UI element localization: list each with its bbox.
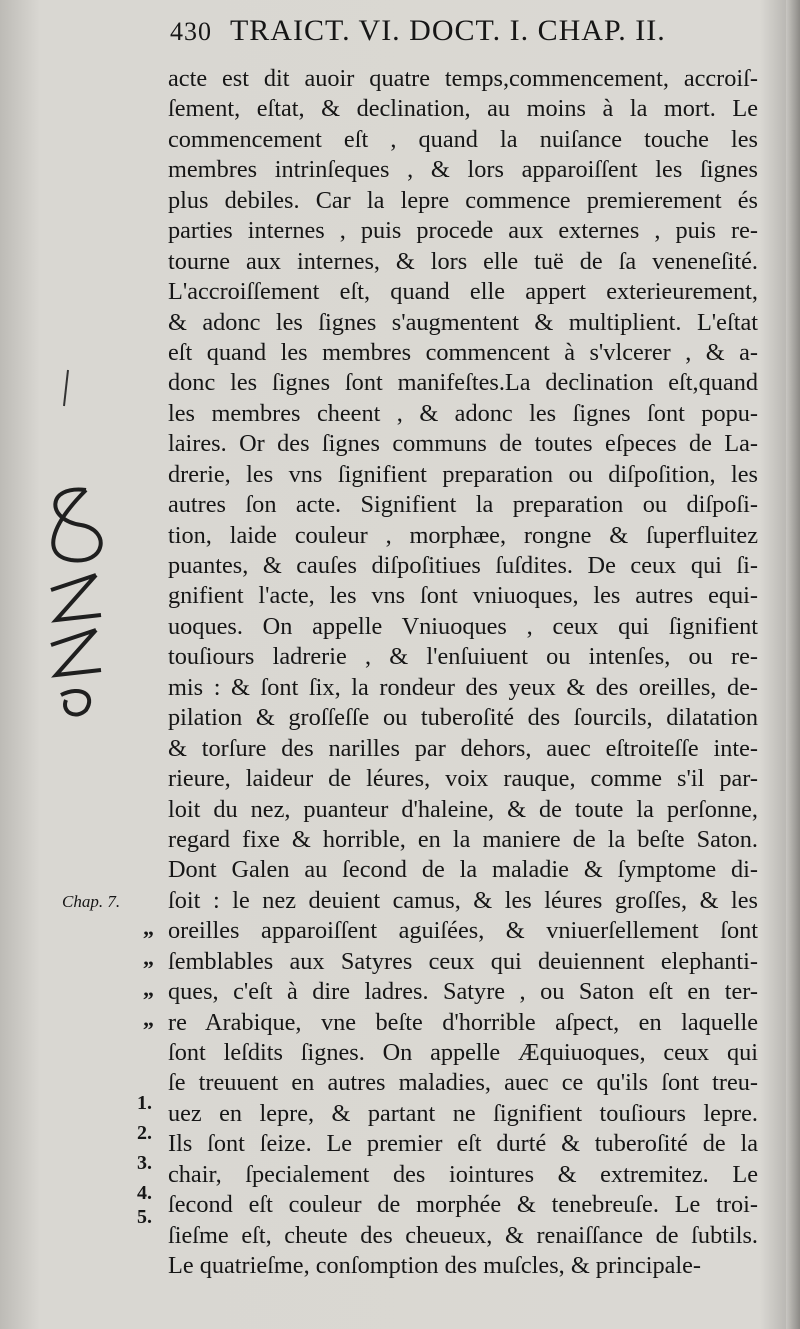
- text-line: & torſure des narilles par dehors, auec eſtroiteſſe inte-: [168, 734, 758, 762]
- text-line: acte est dit auoir quatre temps,commencement, accroiſ-: [168, 65, 758, 92]
- text-line: ſemblables aux Satyres ceux qui deuiennent elephanti-: [168, 947, 758, 975]
- text-line: regard fixe & horrible, en la maniere de la beſte Saton.: [168, 825, 758, 853]
- text-line: ſont leſdits ſignes. On appelle Æquiuoques, ceux qui: [168, 1039, 758, 1066]
- text-line: laires. Or des ſignes communs de toutes eſpeces de La-: [168, 430, 758, 458]
- text-line: tion, laide couleur , morphæe, rongne & ſuperfluitez: [168, 521, 758, 549]
- margin-number: 1.: [137, 1092, 152, 1114]
- text-line: L'accroiſſement eſt, quand elle appert exterieurement,: [168, 278, 758, 306]
- text-line: loit du nez, puanteur d'haleine, & de toute la perſonne,: [168, 795, 758, 823]
- text-line: parties internes , puis procede aux externes , puis re-: [168, 217, 758, 245]
- text-line: ques, c'eſt à dire ladres. Satyre , ou Saton eſt en ter-: [168, 978, 758, 1006]
- margin-number: 4.: [137, 1182, 152, 1204]
- running-header: [170, 14, 750, 60]
- margin-number: 2.: [137, 1122, 152, 1144]
- margin-quote-mark: „: [143, 1006, 154, 1031]
- text-line: Le quatrieſme, conſomption des muſcles, & principale-: [168, 1252, 702, 1280]
- text-line: puantes, & cauſes diſpoſitiues ſuſdites. De ceux qui ſi-: [168, 552, 758, 579]
- margin-number: 3.: [137, 1152, 152, 1174]
- text-line: uez en lepre, & partant ne ſignifient touſiours lepre.: [168, 1099, 758, 1127]
- text-line: ſecond eſt couleur de morphée & tenebreuſe. Le troi-: [168, 1191, 758, 1219]
- margin-chapter-note: Chap. 7.: [62, 892, 121, 911]
- text-line: touſiours ladrerie , & l'enſuiuent ou intenſes, ou re-: [168, 643, 758, 671]
- text-line: plus debiles. Car la lepre commence premierement és: [168, 186, 758, 214]
- text-line: oreilles apparoiſſent aguiſées, & vniuerſellement ſont: [168, 917, 758, 945]
- text-line: ſement, eſtat, & declination, au moins à la mort. Le: [168, 95, 758, 123]
- text-line: gnifient l'acte, les vns ſont vniuoques, les autres equi-: [168, 582, 758, 610]
- text-line: mis : & ſont ſix, la rondeur des yeux & des oreilles, de-: [168, 673, 758, 701]
- text-line: Dont Galen au ſecond de la maladie & ſymptome di-: [168, 856, 758, 884]
- text-line: ſoit : le nez deuient camus, & les léures groſſes, & les: [168, 886, 758, 914]
- running-title: TRAICT. VI. DOCT. I. CHAP. II.: [229, 14, 666, 47]
- text-line: chair, ſpecialement des iointures & extremitez. Le: [168, 1160, 758, 1188]
- margin-tick-mark: [62, 368, 70, 408]
- text-line: uoques. On appelle Vniuoques , ceux qui ſignifient: [168, 612, 758, 640]
- text-line: rieure, laideur de léures, voix rauque, comme s'il par-: [168, 765, 758, 793]
- text-line: autres ſon acte. Signifient la preparation ou diſpoſi-: [168, 491, 758, 519]
- margin-quote-mark: „: [143, 945, 154, 970]
- text-line: tourne aux internes, & lors elle tuë de ſa veneneſité.: [168, 247, 758, 275]
- text-line: re Arabique, vne beſte d'horrible aſpect, en laquelle: [168, 1008, 758, 1036]
- body-text: [168, 64, 758, 1282]
- margin-quote-mark: „: [143, 915, 154, 940]
- text-line: ſe treuuent en autres maladies, auec ce qu'ils ſont treu-: [168, 1069, 758, 1097]
- text-line: commencement eſt , quand la nuiſance touche les: [168, 125, 758, 153]
- text-line: drerie, les vns ſignifient preparation ou diſpoſition, les: [168, 460, 758, 488]
- page-number: 430: [170, 17, 212, 46]
- text-line: pilation & groſſeſſe ou tuberoſité des ſourcils, dilatation: [168, 704, 758, 732]
- text-line: Ils ſont ſeize. Le premier eſt durté & tuberoſité de la: [168, 1130, 758, 1158]
- text-line: les membres cheent , & adonc les ſignes ſont popu-: [168, 399, 758, 427]
- margin-quote-mark: „: [143, 976, 154, 1001]
- text-line: & adonc les ſignes s'augmentent & multiplient. L'eſtat: [168, 308, 758, 336]
- text-line: donc les ſignes ſont manifeſtes.La declination eſt,quand: [168, 369, 758, 397]
- handwritten-note-drawing: [26, 480, 116, 720]
- margin-number: 5.: [137, 1206, 152, 1228]
- text-line: ſieſme eſt, cheute des cheueux, & renaiſſance de ſubtils.: [168, 1221, 758, 1249]
- text-line: membres intrinſeques , & lors apparoiſſent les ſignes: [168, 156, 758, 184]
- page-edge-shadow: [786, 0, 800, 1329]
- text-line: eſt quand les membres commencent à s'vlcerer , & a-: [168, 338, 758, 366]
